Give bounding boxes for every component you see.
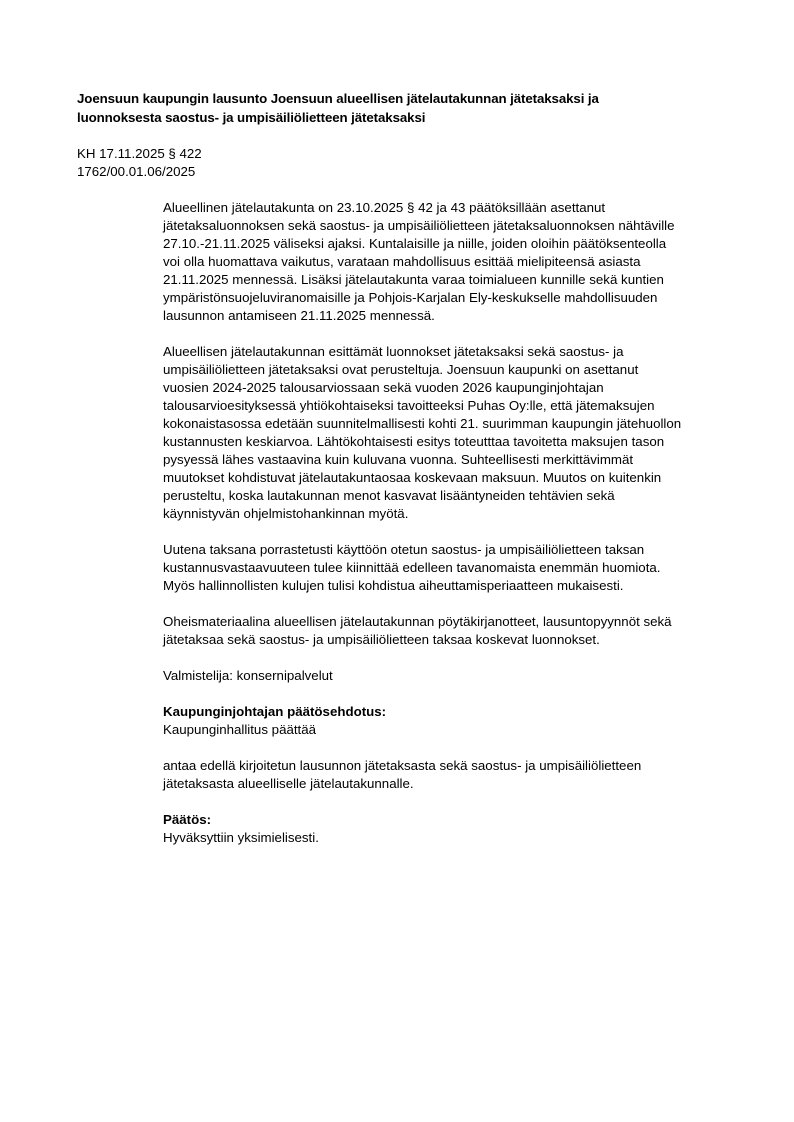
- proposal-heading: Kaupunginjohtajan päätösehdotus:: [163, 704, 387, 719]
- record-number: 1762/00.01.06/2025: [77, 164, 196, 179]
- text-line: jätetaksasta alueelliselle jätelautakunnalle.: [163, 776, 414, 791]
- text-line: voi olla huomattava vaikutus, varataan mahdollisuus esittää mielipiteensä asiasta: [163, 254, 641, 269]
- proposal-section: [163, 703, 738, 739]
- preparer: Valmistelija: konsernipalvelut: [163, 668, 333, 683]
- text-line: pysyessä lähes vastaavina kuin kuluvana vuonna. Suhteellisesti merkittävimmät: [163, 452, 634, 467]
- paragraph-assessment: [163, 343, 738, 523]
- text-line: 27.10.-21.11.2025 väliseksi ajaksi. Kuntalaisille ja niille, joiden oloihin päätöksenteolla: [163, 236, 667, 251]
- text-line: Alueellisen jätelautakunnan esittämät luonnokset jätetaksaksi sekä saostus- ja: [163, 344, 624, 359]
- text-line: käynnistyvän ohjelmistohankinnan myötä.: [163, 506, 409, 521]
- text-line: kokonaistasossa edetään suunnitelmallisesti kohti 21. suurimman kaupungin jätehuollon: [163, 416, 682, 431]
- decision-heading: Päätös:: [163, 812, 212, 827]
- paragraph-background: [163, 199, 738, 325]
- text-line: muutokset kohdistuvat jätelautakuntaosaa koskevaan maksuun. Muutos on kuitenkin: [163, 470, 662, 485]
- text-line: perusteltu, koska lautakunnan menot kasvavat lisääntyneiden tehtävien sekä: [163, 488, 615, 503]
- meeting-reference: KH 17.11.2025 § 422: [77, 146, 202, 161]
- text-line: kustannusten keskiarvoa. Lähtökohtaisesti esitys toteutttaa tavoitetta maksujen tason: [163, 434, 665, 449]
- paragraph-attachments: [163, 613, 738, 649]
- text-line: jätetaksaa sekä saostus- ja umpisäiliölietteen taksaa koskevat luonnokset.: [163, 632, 600, 647]
- text-line: antaa edellä kirjoitetun lausunnon jätetaksasta sekä saostus- ja umpisäiliölietteen: [163, 758, 642, 773]
- proposal-intro: Kaupunginhallitus päättää: [163, 722, 317, 737]
- document-body: [163, 199, 738, 865]
- text-line: ympäristönsuojeluviranomaisille ja Pohjois-Karjalan Ely-keskukselle mahdollisuuden: [163, 290, 658, 305]
- text-line: jätetaksaluonnoksen sekä saostus- ja umpisäiliölietteen jätetaksaluonnoksen nähtäville: [163, 218, 675, 233]
- text-line: Alueellinen jätelautakunta on 23.10.2025 § 42 ja 43 päätöksillään asettanut: [163, 200, 606, 215]
- text-line: lausunnon antamiseen 21.11.2025 mennessä.: [163, 308, 435, 323]
- text-line: umpisäiliölietteen jätetaksaksi ovat perusteltuja. Joensuun kaupunki on asettanut: [163, 362, 639, 377]
- text-line: talousarvioesityksessä yhtiökohtaiseksi tavoitteeksi Puhas Oy:lle, että jätemaksujen: [163, 398, 655, 413]
- proposal-text: [163, 757, 738, 793]
- preparer-section: [163, 667, 738, 685]
- text-line: kustannusvastaavuuteen tulee kiinnittää edelleen tavanomaista enemmän huomiota.: [163, 560, 661, 575]
- text-line: 21.11.2025 mennessä. Lisäksi jätelautakunta varaa toimialueen kunnille sekä kuntien: [163, 272, 664, 287]
- document-meta: [77, 145, 202, 181]
- text-line: Myös hallinnollisten kulujen tulisi kohdistua aiheuttamisperiaatteen mukaisesti.: [163, 578, 624, 593]
- paragraph-sludge-tariff: [163, 541, 738, 595]
- decision-section: [163, 811, 738, 847]
- title-line: luonnoksesta saostus- ja umpisäiliölietteen jätetaksaksi: [77, 110, 426, 125]
- decision-text: Hyväksyttiin yksimielisesti.: [163, 830, 319, 845]
- text-line: Uutena taksana porrastetusti käyttöön otetun saostus- ja umpisäiliölietteen taksan: [163, 542, 645, 557]
- text-line: vuosien 2024-2025 talousarviossaan sekä vuoden 2026 kaupunginjohtajan: [163, 380, 604, 395]
- text-line: Oheismateriaalina alueellisen jätelautakunnan pöytäkirjanotteet, lausuntopyynnöt sekä: [163, 614, 672, 629]
- title-line: Joensuun kaupungin lausunto Joensuun alueellisen jätelautakunnan jätetaksaksi ja: [77, 91, 599, 106]
- document-title: [77, 89, 737, 127]
